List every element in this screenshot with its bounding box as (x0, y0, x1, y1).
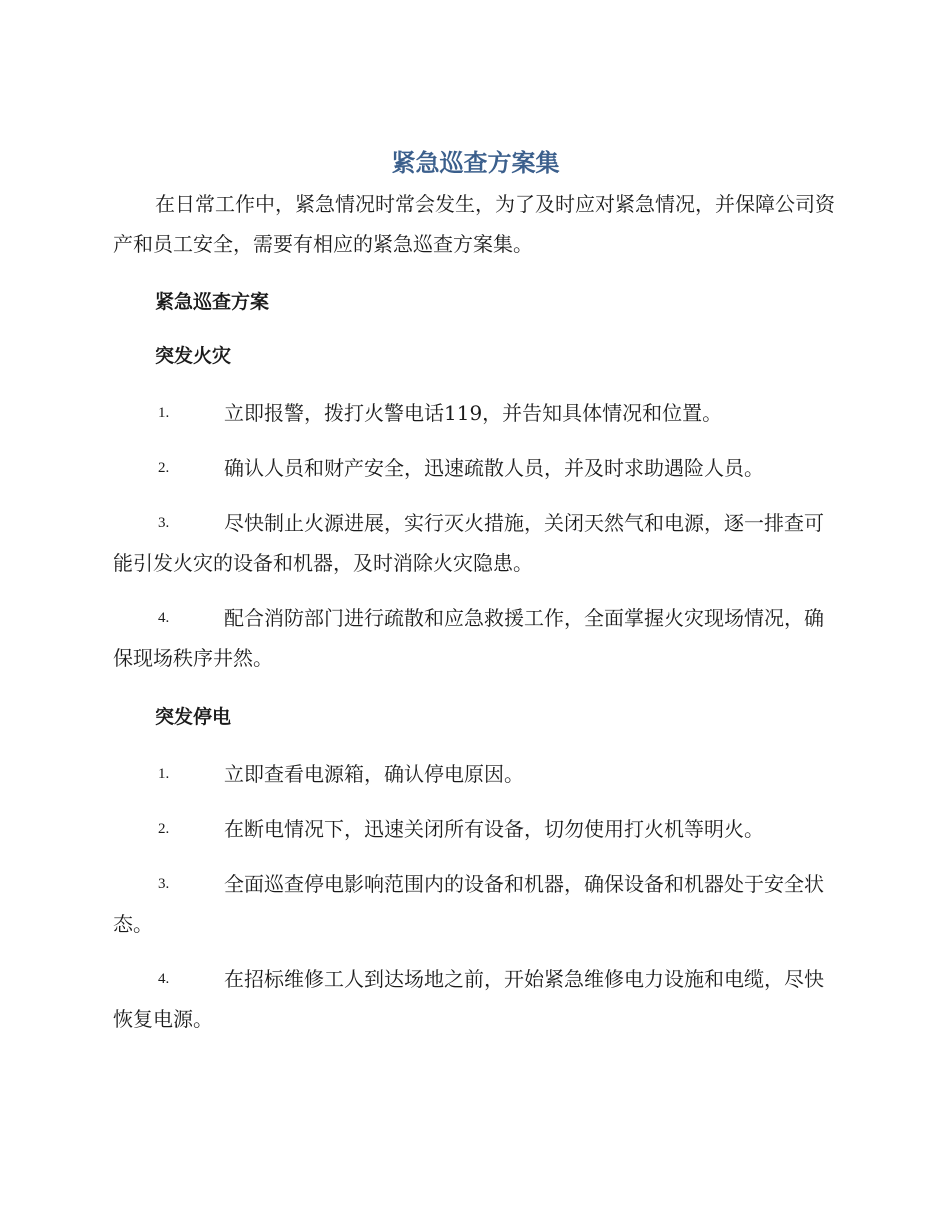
document-title: 紧急巡查方案集 (391, 149, 560, 177)
list-text: 全面巡查停电影响范围内的设备和机器，确保设备和机器处于安全状态。 (113, 872, 824, 936)
list-item (113, 754, 838, 794)
list-number: 1. (158, 766, 170, 782)
list-item (113, 448, 838, 488)
list-item (113, 864, 838, 944)
section-heading-power: 突发停电 (155, 706, 232, 728)
section-heading-fire: 突发火灾 (155, 345, 232, 367)
list-item (113, 809, 838, 849)
list-number: 2. (158, 460, 170, 476)
list-text: 尽快制止火源进展，实行灭火措施，关闭天然气和电源，逐一排查可能引发火灾的设备和机器，及时消除火灾隐患。 (113, 511, 824, 575)
list-item (113, 598, 838, 678)
list-item (113, 959, 838, 1039)
main-heading: 紧急巡查方案 (155, 291, 270, 313)
list-number: 1. (158, 405, 170, 421)
list-number: 3. (158, 515, 170, 531)
list-item (113, 393, 838, 433)
list-item (113, 503, 838, 583)
list-text: 立即查看电源箱，确认停电原因。 (224, 762, 524, 786)
list-number: 4. (158, 610, 170, 626)
list-text: 在招标维修工人到达场地之前，开始紧急维修电力设施和电缆，尽快恢复电源。 (113, 967, 824, 1031)
list-text: 在断电情况下，迅速关闭所有设备，切勿使用打火机等明火。 (224, 817, 764, 841)
list-number: 4. (158, 971, 170, 987)
list-text: 配合消防部门进行疏散和应急救援工作，全面掌握火灾现场情况，确保现场秩序井然。 (113, 606, 824, 670)
list-number: 3. (158, 876, 170, 892)
list-number: 2. (158, 821, 170, 837)
list-text: 立即报警，拨打火警电话119，并告知具体情况和位置。 (224, 401, 723, 425)
list-text: 确认人员和财产安全，迅速疏散人员，并及时求助遇险人员。 (224, 456, 764, 480)
intro-paragraph: 在日常工作中，紧急情况时常会发生，为了及时应对紧急情况，并保障公司资产和员工安全，需要有相应的紧急巡查方案集。 (113, 192, 835, 256)
